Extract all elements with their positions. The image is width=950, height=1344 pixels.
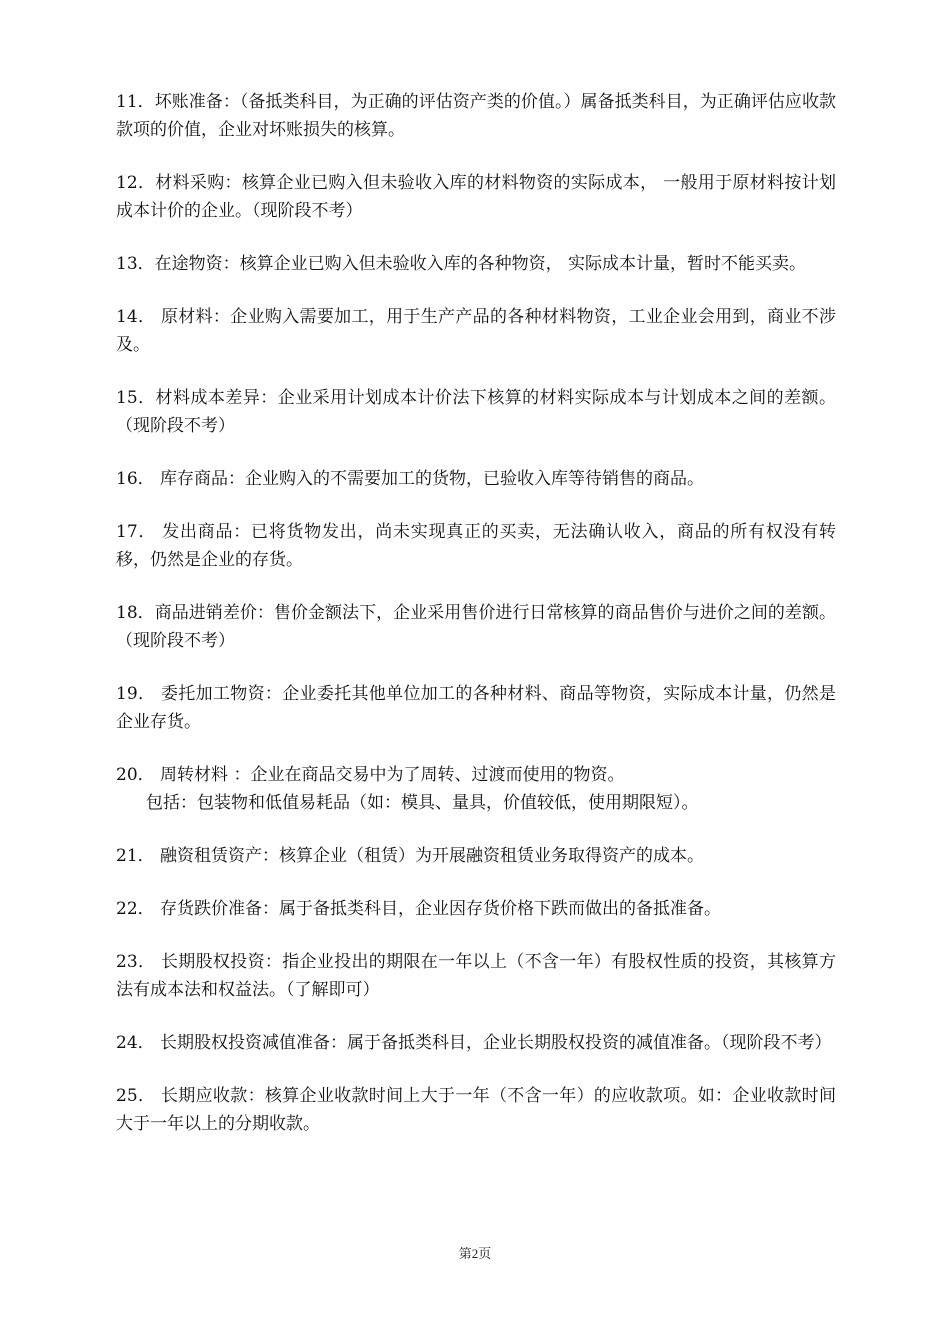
entry-20-line1: 20． 周转材料 ：企业在商品交易中为了周转、过渡而使用的物资。 (116, 765, 625, 785)
entry-14: 14． 原材料：企业购入需要加工，用于生产产品的各种材料物资，工业企业会用到，商业不涉及。 (116, 307, 836, 355)
entry-12: 12．材料采购：核算企业已购入但未验收入库的材料物资的实际成本， 一般用于原材料按计划成本计价的企业。（现阶段不考） (116, 173, 836, 221)
entry-13: 13．在途物资：核算企业已购入但未验收入库的各种物资， 实际成本计量，暂时不能买卖。 (116, 254, 807, 274)
entry-25: 25． 长期应收款：核算企业收款时间上大于一年（不含一年）的应收款项。如：企业收款时间大于一年以上的分期收款。 (116, 1086, 836, 1134)
entry-20 (116, 761, 836, 817)
entry-18: 18．商品进销差价：售价金额法下，企业采用售价进行日常核算的商品售价与进价之间的差额。（现阶段不考） (116, 603, 836, 651)
entry-24: 24． 长期股权投资减值准备：属于备抵类科目，企业长期股权投资的减值准备。（现阶段不考） (116, 1033, 832, 1053)
entry-15: 15．材料成本差异：企业采用计划成本计价法下核算的材料实际成本与计划成本之间的差额。（现阶段不考） (116, 388, 836, 436)
entry-19: 19． 委托加工物资：企业委托其他单位加工的各种材料、商品等物资，实际成本计量，仍然是企业存货。 (116, 684, 836, 732)
entry-23: 23． 长期股权投资：指企业投出的期限在一年以上（不含一年）有股权性质的投资，其核算方法有成本法和权益法。（了解即可） (116, 952, 836, 1000)
page-number: 第2页 (458, 1246, 492, 1261)
document-body (116, 88, 836, 1163)
entry-20-line2: 包括：包装物和低值易耗品（如：模具、量具，价值较低，使用期限短）。 (146, 793, 699, 813)
entry-21: 21． 融资租赁资产：核算企业（租赁）为开展融资租赁业务取得资产的成本。 (116, 846, 705, 866)
entry-22: 22． 存货跌价准备：属于备抵类科目，企业因存货价格下跌而做出的备抵准备。 (116, 899, 722, 919)
entry-11: 11．坏账准备：（备抵类科目，为正确的评估资产类的价值。）属备抵类科目，为正确评估应收款款项的价值，企业对坏账损失的核算。 (116, 92, 836, 140)
entry-17: 17． 发出商品：已将货物发出，尚未实现真正的买卖，无法确认收入，商品的所有权没有转移，仍然是企业的存货。 (116, 522, 836, 570)
entry-16: 16． 库存商品：企业购入的不需要加工的货物，已验收入库等待销售的商品。 (116, 469, 705, 489)
